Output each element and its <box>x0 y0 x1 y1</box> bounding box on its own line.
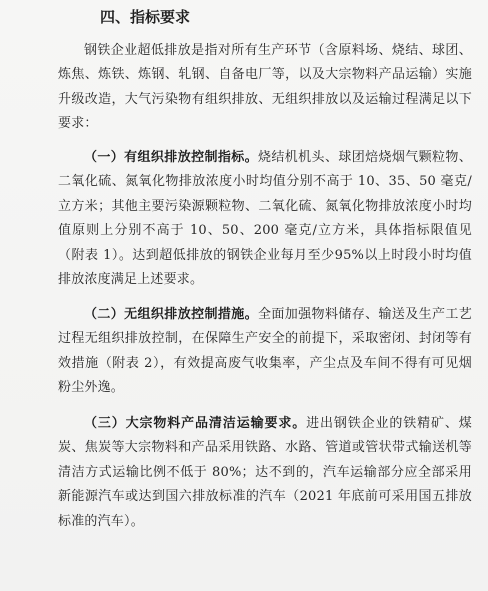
paragraph-unorganized-emission <box>58 303 472 401</box>
paragraph-scope <box>58 39 472 137</box>
paragraph-text: 钢铁企业超低排放是指对所有生产环节（含原料场、烧结、球团、炼焦、炼铁、炼钢、轧钢、自备电厂等，以及大宗物料产品运输）实施升级改造，大气污染物有组织排放、无组织排放以及运输过程满足以下要求： <box>58 43 472 132</box>
section-heading: 四、指标要求 <box>100 8 191 26</box>
paragraph-text: 全面加强物料储存、输送及生产工艺过程无组织排放控制，在保障生产安全的前提下，采取密闭、封闭等有效措施（附表 2），有效提高废气收集率，产尘点及车间不得有可见烟粉尘外逸。 <box>58 307 472 396</box>
paragraph-clean-transport <box>58 412 472 534</box>
paragraph-organized-emission <box>58 146 472 292</box>
paragraph-lead: （三）大宗物料产品清洁运输要求。 <box>84 416 307 431</box>
paragraph-text: 进出钢铁企业的铁精矿、煤炭、焦炭等大宗物料和产品采用铁路、水路、管道或管状带式输送机等清洁方式运输比例不低于 80%；达不到的，汽车运输部分应全部采用新能源汽车或达到国六排放标准的汽车（2021 年底前可采用国五排放标准的汽车）。 <box>58 416 473 529</box>
paragraph-lead: （二）无组织排放控制措施。 <box>84 307 259 322</box>
paragraph-text: 烧结机机头、球团焙烧烟气颗粒物、二氧化硫、氮氧化物排放浓度小时均值分别不高于 10、35、50 毫克/立方米；其他主要污染源颗粒物、二氧化硫、氮氧化物排放浓度小时均值原则上分别不高于 10、50、200 毫克/立方米，具体指标限值见（附表 1）。达到超低排放的钢铁企业每月至少95%以上时段小时均值排放浓度满足上述要求。 <box>58 150 472 288</box>
paragraph-lead: （一）有组织排放控制指标。 <box>84 150 259 165</box>
